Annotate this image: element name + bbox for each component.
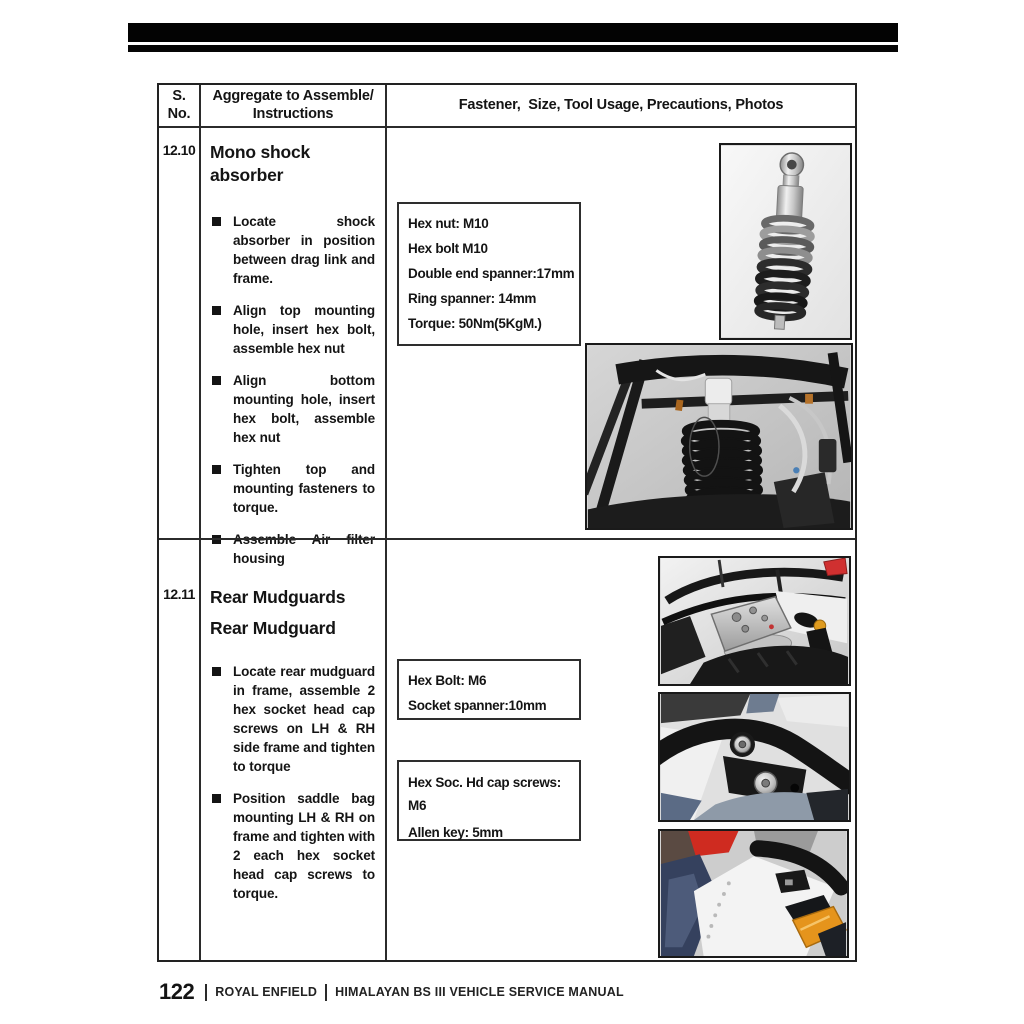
bullet-text: Locate shock absorber in position between drag link and frame. xyxy=(233,214,375,286)
row-12-11-bullet-list xyxy=(210,662,375,903)
photo-shock-installed-in-frame xyxy=(585,343,853,530)
mono-shock-absorber-illustration xyxy=(721,145,850,338)
spec-line: Hex bolt M10 xyxy=(408,241,488,256)
header-fastener-label: Fastener, Size, Tool Usage, Precautions, Photos xyxy=(458,96,784,113)
spec-line: Socket spanner:10mm xyxy=(408,698,547,713)
cap-screws-illustration xyxy=(660,694,849,820)
bullet-text: Tighten top and mounting fasteners to torque. xyxy=(233,462,375,515)
photo-rear-mudguard-bracket xyxy=(658,556,851,686)
list-item xyxy=(210,301,375,358)
square-bullet-icon xyxy=(212,217,221,226)
square-bullet-icon xyxy=(212,794,221,803)
row-12-10-fastener-cell xyxy=(385,126,855,538)
spec-line: Torque: 50Nm(5KgM.) xyxy=(408,316,542,331)
spec-line: Hex nut: M10 xyxy=(408,216,489,231)
list-item xyxy=(210,371,375,447)
shock-installed-illustration xyxy=(587,345,851,528)
row-12-11-subtitle: Rear Mudguard xyxy=(210,618,336,638)
spec-line: Hex Bolt: M6 xyxy=(408,673,487,688)
header-fastener xyxy=(385,85,855,126)
header-sno-line1: S. xyxy=(172,88,186,104)
photo-white-mudguard-indicator xyxy=(658,829,849,958)
list-item xyxy=(210,662,375,776)
top-rule-thick xyxy=(128,23,898,42)
header-sno-line2: No. xyxy=(167,105,191,122)
header-instructions-line2: Instructions xyxy=(252,105,334,122)
row-12-11-instructions xyxy=(199,538,385,960)
page-number: 122 xyxy=(159,979,195,1004)
footer-manual-title: HIMALAYAN BS III VEHICLE SERVICE MANUAL xyxy=(335,985,624,999)
list-item xyxy=(210,789,375,903)
mudguard-indicator-illustration xyxy=(660,831,847,956)
bullet-text: Locate rear mudguard in frame, assemble 2 hex socket head cap screws on LH & RH side frame and tighten to torque xyxy=(233,664,375,774)
square-bullet-icon xyxy=(212,376,221,385)
mudguard-bracket-illustration xyxy=(660,558,849,684)
square-bullet-icon xyxy=(212,465,221,474)
row-12-10-bullet-list xyxy=(210,212,375,568)
list-item xyxy=(210,212,375,288)
square-bullet-icon xyxy=(212,667,221,676)
row-12-11-title: Rear Mudguards xyxy=(210,587,346,607)
photo-cap-screws-closeup xyxy=(658,692,851,822)
bullet-text: Align top mounting hole, insert hex bolt, assemble hex nut xyxy=(233,303,375,356)
header-instructions xyxy=(199,85,385,126)
spec-line: Allen key: 5mm xyxy=(408,825,503,840)
list-item xyxy=(210,460,375,517)
top-rule-thin xyxy=(128,45,898,52)
fastener-spec-box xyxy=(397,659,581,720)
bullet-text: Align bottom mounting hole, insert hex bolt, assemble hex nut xyxy=(233,373,375,445)
spec-line: Hex Soc. Hd cap screws: M6 xyxy=(408,775,561,813)
row-12-10-title: Mono shock absorber xyxy=(210,142,311,185)
footer-divider xyxy=(325,984,327,1001)
header-sno xyxy=(159,85,199,126)
footer-brand: ROYAL ENFIELD xyxy=(215,985,318,999)
bullet-text: Assemble Air filter housing xyxy=(233,532,375,566)
bullet-text: Position saddle bag mounting LH & RH on frame and tighten with 2 each hex socket head cap screws to torque. xyxy=(233,791,375,901)
header-instructions-line1: Aggregate to Assemble/ xyxy=(212,88,374,104)
photo-mono-shock-absorber xyxy=(719,143,852,340)
row-12-10-sno: 12.10 xyxy=(159,126,199,538)
row-12-10-instructions xyxy=(199,126,385,566)
square-bullet-icon xyxy=(212,306,221,315)
spec-line: Double end spanner:17mm xyxy=(408,266,575,281)
assembly-instruction-table xyxy=(157,83,857,962)
footer-divider xyxy=(205,984,207,1001)
fastener-spec-box xyxy=(397,760,581,841)
fastener-spec-box xyxy=(397,202,581,346)
row-12-11-fastener-cell xyxy=(385,538,855,960)
row-12-11-sno: 12.11 xyxy=(159,538,199,960)
spec-line: Ring spanner: 14mm xyxy=(408,291,537,306)
page-footer xyxy=(159,979,624,1005)
